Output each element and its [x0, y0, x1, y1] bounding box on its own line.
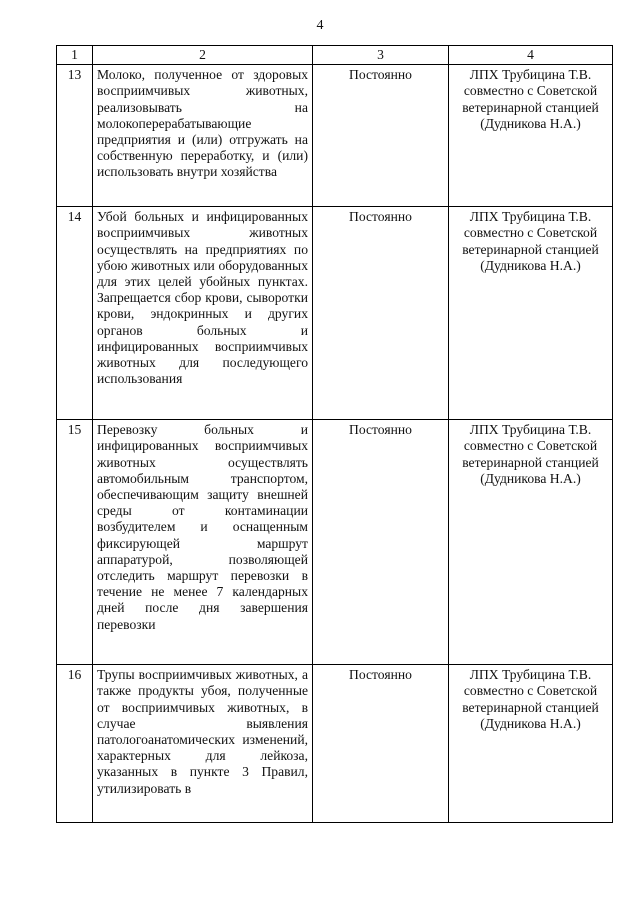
row-number: 14 — [57, 207, 93, 420]
term-cell: Постоянно — [313, 65, 449, 207]
measure-text: Перевозку больных и инфицированных восприимчивых животных осуществлять автомобильным транспортом, обеспечивающим защиту внешней среды от контаминации возбудителем и оснащенным фиксирующей маршрут аппаратурой, позволяющей отследить маршрут перевозки в течение не менее 7 календарных дней после дня завершения перевозки — [93, 420, 313, 665]
header-col-4: 4 — [449, 46, 613, 65]
row-number: 15 — [57, 420, 93, 665]
responsible-cell: ЛПХ Трубицина Т.В. совместно с Советской ветеринарной станцией (Дудникова Н.А.) — [449, 207, 613, 420]
page-number: 4 — [316, 18, 324, 33]
table-header-row — [57, 46, 613, 65]
measures-table — [56, 45, 613, 823]
responsible-cell: ЛПХ Трубицина Т.В. совместно с Советской ветеринарной станцией (Дудникова Н.А.) — [449, 65, 613, 207]
table-row — [57, 420, 613, 665]
measure-text: Молоко, полученное от здоровых восприимчивых животных, реализовывать на молокоперерабатывающие предприятия и (или) отгружать на собственную переработку, и (или) использовать внутри хозяйства — [93, 65, 313, 207]
responsible-cell: ЛПХ Трубицина Т.В. совместно с Советской ветеринарной станцией (Дудникова Н.А.) — [449, 420, 613, 665]
term-cell: Постоянно — [313, 665, 449, 823]
term-cell: Постоянно — [313, 420, 449, 665]
header-col-3: 3 — [313, 46, 449, 65]
measure-text: Трупы восприимчивых животных, а также продукты убоя, полученные от восприимчивых животных, в случае выявления патологоанатомических изменений, характерных для лейкоза, указанных в пункте 3 Правил, утилизировать в — [93, 665, 313, 823]
responsible-cell: ЛПХ Трубицина Т.В. совместно с Советской ветеринарной станцией (Дудникова Н.А.) — [449, 665, 613, 823]
term-cell: Постоянно — [313, 207, 449, 420]
row-number: 13 — [57, 65, 93, 207]
header-col-2: 2 — [93, 46, 313, 65]
table-row — [57, 665, 613, 823]
header-col-1: 1 — [57, 46, 93, 65]
table-row — [57, 65, 613, 207]
measure-text: Убой больных и инфицированных восприимчивых животных осуществлять на предприятиях по убою животных или оборудованных для этих целей убойных пунктах. Запрещается сбор крови, сыворотки крови, эндокринных и других органов больных и инфицированных восприимчивых животных для последующего использования — [93, 207, 313, 420]
row-number: 16 — [57, 665, 93, 823]
table-row — [57, 207, 613, 420]
